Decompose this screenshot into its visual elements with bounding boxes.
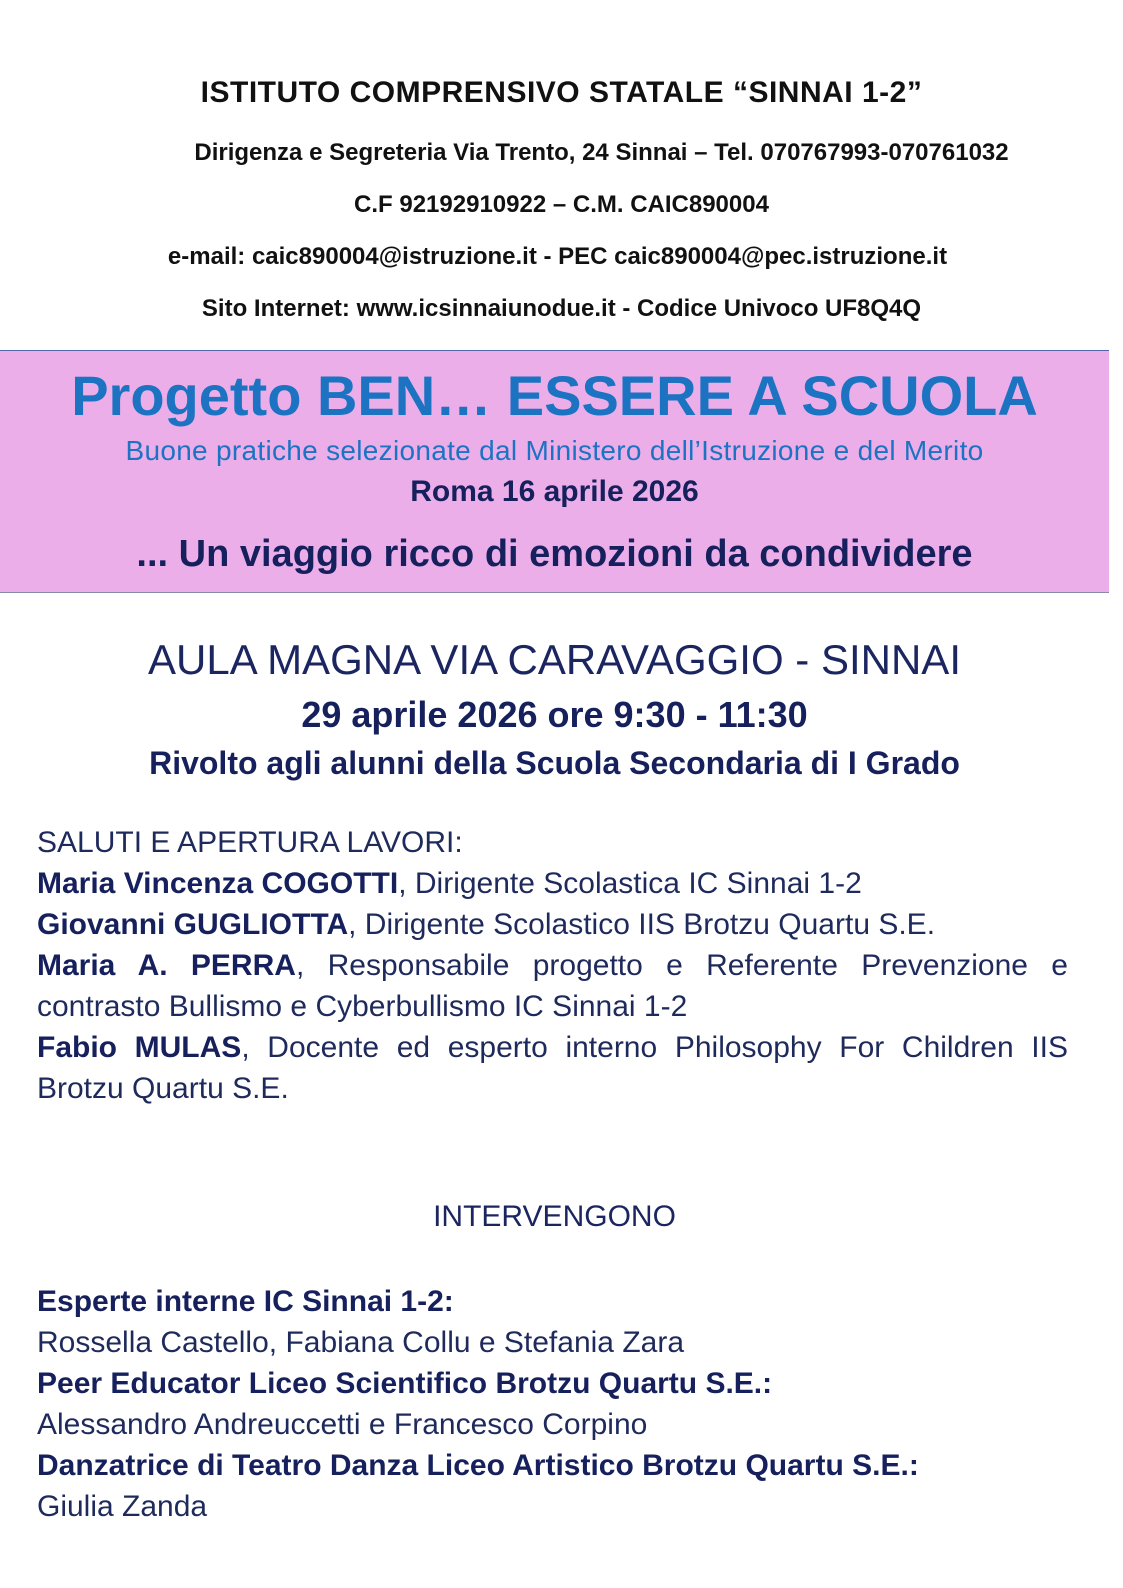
speakers-heading: INTERVENGONO: [433, 1200, 676, 1233]
speaker-names: Rossella Castello, Fabiana Collu e Stefania Zara: [37, 1326, 685, 1359]
speaker-group-title: Esperte interne IC Sinnai 1-2:: [37, 1285, 454, 1318]
speaker-names: Giulia Zanda: [37, 1490, 208, 1523]
speaker-group-title: Peer Educator Liceo Scientifico Brotzu Quartu S.E.:: [37, 1367, 773, 1400]
greetings-section: [37, 822, 1068, 1109]
speakers-section: [37, 1281, 1068, 1527]
school-name: ISTITUTO COMPRENSIVO STATALE “SINNAI 1-2”: [200, 76, 923, 109]
school-codes: C.F 92192910922 – C.M. CAIC890004: [354, 191, 769, 218]
project-place-date: Roma 16 aprile 2026: [410, 475, 699, 508]
school-website: Sito Internet: www.icsinnaiunodue.it - Codice Univoco UF8Q4Q: [201, 295, 922, 322]
person-name: Maria Vincenza COGOTTI: [37, 867, 399, 900]
person-role: , Dirigente Scolastico IIS Brotzu Quartu S.E.: [348, 908, 936, 941]
greeting-person: [37, 945, 1068, 1027]
speaker-group: [37, 1363, 1068, 1445]
project-tagline: ... Un viaggio ricco di emozioni da condividere: [136, 533, 973, 575]
greeting-person: [37, 904, 1068, 945]
person-role: , Dirigente Scolastica IC Sinnai 1-2: [398, 867, 862, 900]
person-role: , Docente ed esperto interno Philosophy For Children IIS Brotzu Quartu S.E.: [37, 1031, 1068, 1105]
event-venue: AULA MAGNA VIA CARAVAGGIO - SINNAI: [148, 636, 961, 683]
person-name: Fabio MULAS: [37, 1031, 242, 1064]
school-address: Dirigenza e Segreteria Via Trento, 24 Sinnai – Tel. 070767993-070761032: [194, 139, 1009, 166]
event-audience: Rivolto agli alunni della Scuola Secondaria di I Grado: [149, 745, 960, 781]
person-role: , Responsabile progetto e Referente Prevenzione e contrasto Bullismo e Cyberbullismo IC Sinnai 1-2: [37, 949, 1068, 1023]
person-name: Giovanni GUGLIOTTA: [37, 908, 349, 941]
speaker-group-title: Danzatrice di Teatro Danza Liceo Artistico Brotzu Quartu S.E.:: [37, 1449, 919, 1482]
project-subtitle: Buone pratiche selezionate dal Ministero dell’Istruzione e del Merito: [125, 435, 984, 466]
project-title: Progetto BEN… ESSERE A SCUOLA: [71, 364, 1038, 427]
project-banner: [0, 350, 1109, 593]
greeting-person: [37, 1027, 1068, 1109]
greeting-person: [37, 863, 1068, 904]
speaker-group: [37, 1281, 1068, 1363]
event-datetime: 29 aprile 2026 ore 9:30 - 11:30: [301, 694, 808, 735]
school-email: e-mail: caic890004@istruzione.it - PEC caic890004@pec.istruzione.it: [167, 243, 948, 270]
speaker-group: [37, 1445, 1068, 1527]
speaker-names: Alessandro Andreuccetti e Francesco Corpino: [37, 1408, 648, 1441]
greetings-heading: SALUTI E APERTURA LAVORI:: [37, 826, 463, 859]
person-name: Maria A. PERRA: [37, 949, 296, 982]
